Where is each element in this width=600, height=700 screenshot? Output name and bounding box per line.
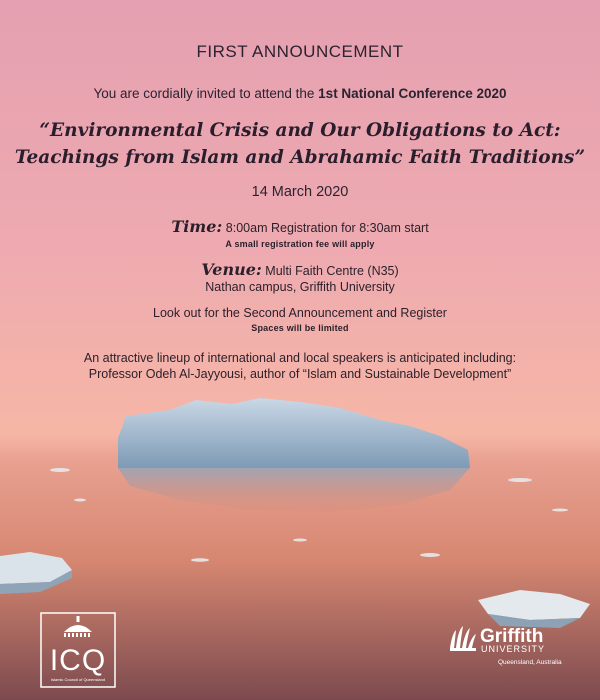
icq-letters: ICQ: [49, 644, 107, 677]
time-label: Time:: [171, 217, 223, 236]
time-text: 8:00am Registration for 8:30am start: [225, 221, 429, 235]
invite-prefix: You are cordially invited to attend the: [93, 86, 315, 101]
venue-label: Venue:: [201, 260, 262, 279]
venue-row: [0, 260, 600, 279]
registration-fee-note: A small registration fee will apply: [225, 239, 375, 249]
griffith-university-logo: [448, 620, 578, 670]
spaces-limited-note: Spaces will be limited: [251, 323, 349, 333]
announcement-heading: FIRST ANNOUNCEMENT: [196, 42, 404, 61]
invitation-line: [0, 86, 600, 101]
campus-text: Nathan campus, Griffith University: [205, 280, 395, 294]
griffith-name: Griffith: [480, 626, 544, 647]
griffith-location: Queensland, Australia: [498, 659, 562, 666]
second-announcement-note: Look out for the Second Announcement and Register: [153, 306, 447, 320]
griffith-flame-icon: [450, 626, 476, 651]
speakers-line-2: Professor Odeh Al-Jayyousi, author of “Islam and Sustainable Development”: [88, 367, 512, 381]
event-date: 14 March 2020: [251, 184, 349, 200]
icq-subtitle: Islamic Council of Queensland: [50, 677, 106, 682]
time-row: [0, 217, 600, 236]
icq-logo: [40, 612, 116, 688]
title-line-1: “Environmental Crisis and Our Obligations to Act:: [39, 120, 561, 141]
venue-text: Multi Faith Centre (N35): [265, 264, 399, 278]
griffith-university: UNIVERSITY: [481, 644, 546, 654]
speakers-line-1: An attractive lineup of international and local speakers is anticipated including:: [83, 351, 517, 365]
title-line-2: Teachings from Islam and Abrahamic Faith Traditions”: [14, 147, 586, 168]
conference-title: [0, 117, 600, 171]
event-name: 1st National Conference 2020: [318, 86, 507, 101]
